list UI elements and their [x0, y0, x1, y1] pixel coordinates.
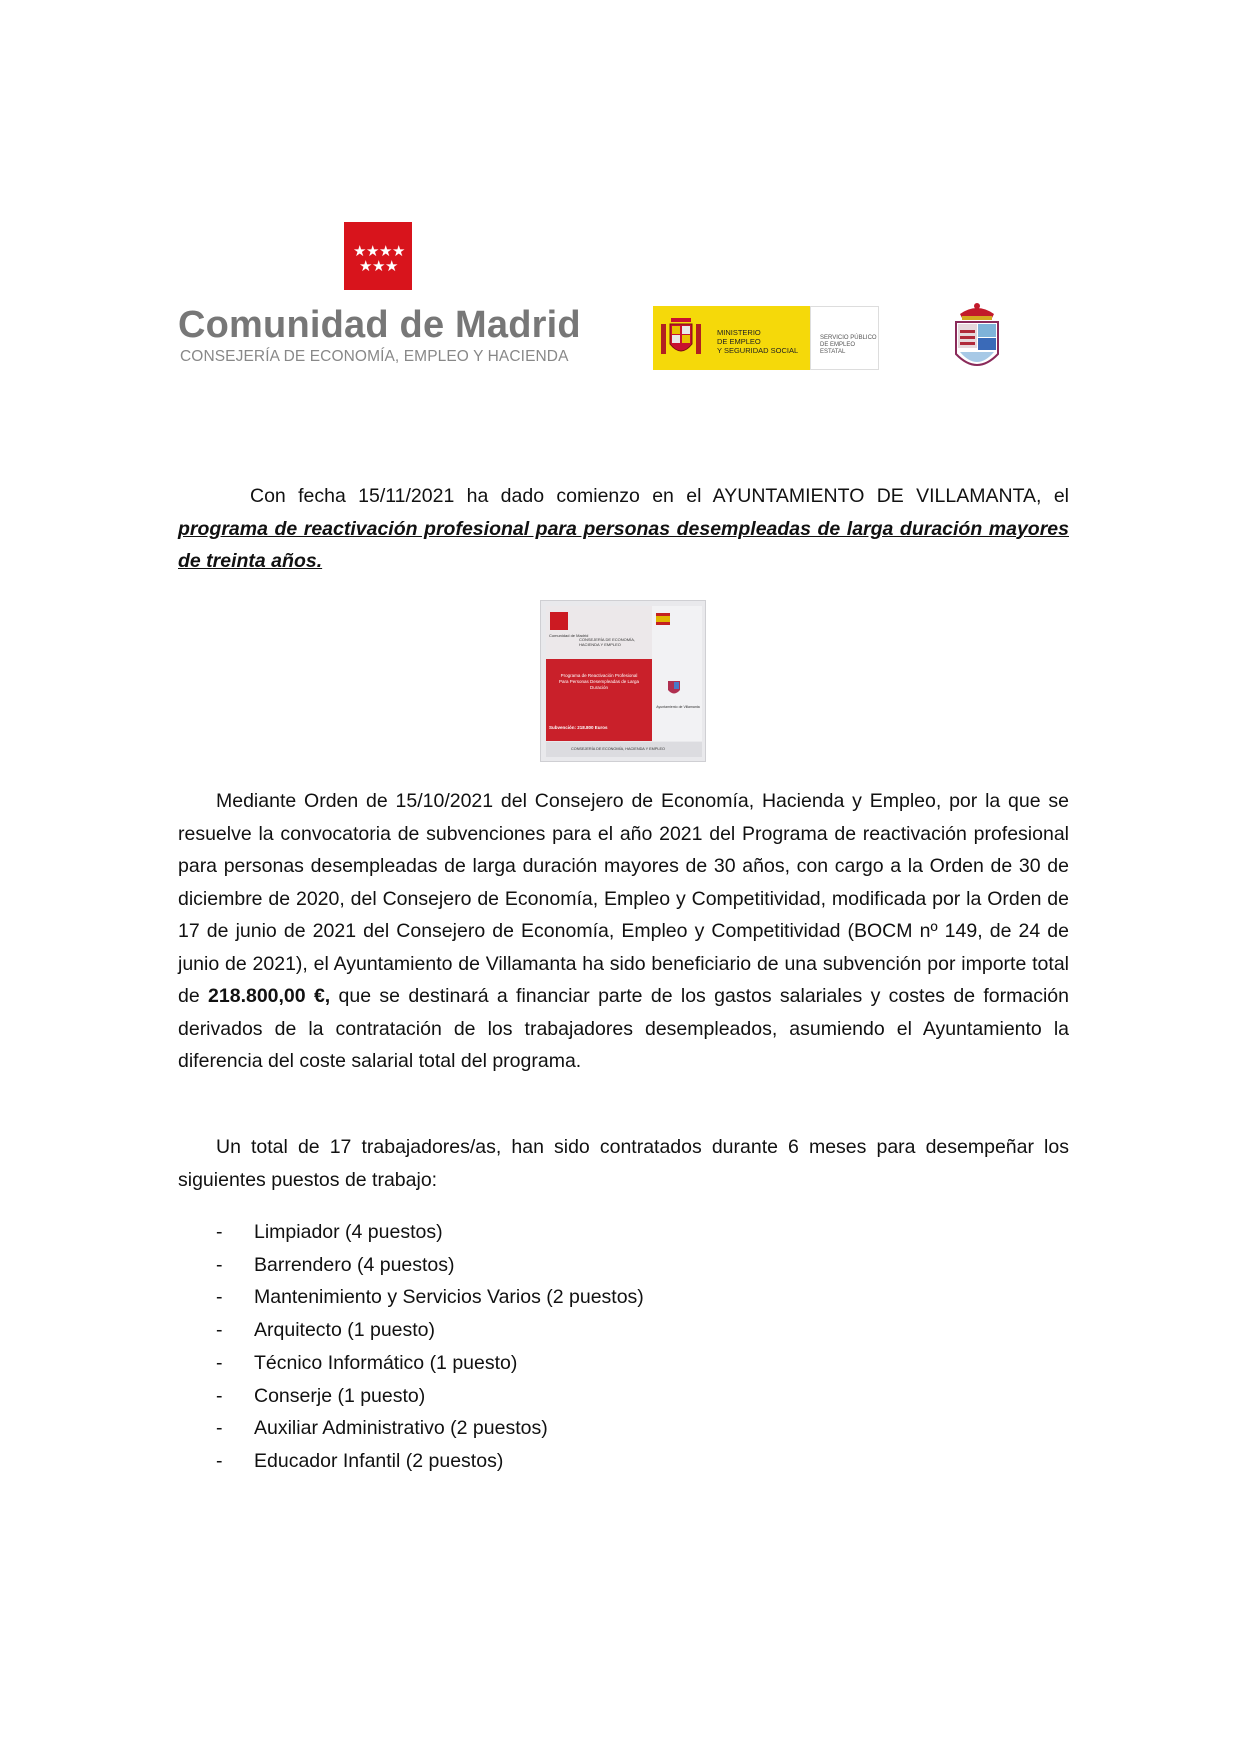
list-dash: -: [216, 1384, 223, 1407]
ministry-line3: Y SEGURIDAD SOCIAL: [717, 346, 799, 355]
sepe-logo-text: [820, 335, 878, 356]
grant-amount: 218.800,00 €,: [208, 985, 331, 1007]
list-item: [178, 1216, 644, 1249]
list-item: [178, 1314, 644, 1347]
program-name: programa de reactivación profesional para personas desempleadas de larga duración mayores de treinta años.: [178, 517, 1069, 572]
cm-logo-subtitle: CONSEJERÍA DE ECONOMÍA, EMPLEO Y HACIENDA: [180, 348, 569, 365]
plaque-spain-flag-icon: [656, 613, 670, 625]
list-dash: -: [216, 1449, 223, 1472]
sepe-line2: DE EMPLEO ESTATAL: [820, 342, 856, 355]
list-item: [178, 1445, 644, 1478]
list-dash: -: [216, 1253, 223, 1276]
ministry-line2: DE EMPLEO: [717, 337, 761, 346]
job-label: Barrendero (4 puestos): [254, 1253, 455, 1276]
plaque-coat-of-arms-icon: [667, 679, 681, 697]
job-label: Técnico Informático (1 puesto): [254, 1351, 518, 1374]
intro-text: Con fecha 15/11/2021 ha dado comienzo en el AYUNTAMIENTO DE VILLAMANTA, el: [250, 485, 1069, 507]
comunidad-de-madrid-logo: [178, 222, 581, 365]
plaque-madrid-logo: [550, 612, 568, 630]
madrid-stars-logo: ★ ★ ★ ★ ★ ★ ★: [344, 222, 412, 290]
list-dash: -: [216, 1221, 223, 1243]
sepe-panel: [810, 306, 879, 370]
intro-paragraph: [178, 480, 1069, 578]
grant-text: Mediante Orden de 15/10/2021 del Consejero de Economía, Hacienda y Empleo, por la que se resuelve la convocatoria de subvenciones para el año 2021 del Programa de reactivación profesional para personas desempleadas de larga duración mayores de 30 años, con cargo a la Orden de 30 de diciembre de 2020, del Consejero de Economía, Empleo y Competitividad, modificada por la Orden de 17 de junio de 2021 del Consejero de Economía, Empleo y Competitividad (BOCM nº 149, de 24 de junio de 2021), el Ayuntamiento de Villamanta ha sido beneficiario de una subvención por importe total de: [178, 790, 1069, 1007]
job-label: Auxiliar Administrativo (2 puestos): [254, 1417, 548, 1440]
list-item: [178, 1347, 644, 1380]
job-label: Educador Infantil (2 puestos): [254, 1449, 504, 1472]
program-plaque-photo: [540, 600, 706, 762]
list-dash: -: [216, 1351, 223, 1374]
job-label: Limpiador (4 puestos): [254, 1221, 443, 1243]
job-label: Arquitecto (1 puesto): [254, 1319, 436, 1342]
plaque-amount: Subvención: 218.800 Euros: [549, 725, 608, 730]
plaque-line3: Duración: [589, 685, 608, 690]
list-dash: -: [216, 1286, 223, 1309]
list-dash: -: [216, 1319, 223, 1342]
cm-logo-title: Comunidad de Madrid: [178, 304, 581, 346]
plaque-right-panel: [652, 606, 702, 741]
sepe-line1: SERVICIO PÚBLICO: [820, 335, 877, 341]
plaque-org-right: Ayuntamiento de Villamanta: [656, 705, 700, 709]
workers-paragraph: Un total de 17 trabajadores/as, han sido contratados durante 6 meses para desempeñar los siguientes puestos de trabajo:: [178, 1136, 1069, 1191]
plaque-org-dept: CONSEJERÍA DE ECONOMÍA, HACIENDA Y EMPLEO: [579, 637, 636, 647]
villamanta-coat-of-arms-icon: [948, 300, 1006, 378]
list-item: [178, 1249, 644, 1282]
list-item: [178, 1412, 644, 1445]
job-label: Conserje (1 puesto): [254, 1384, 426, 1407]
list-dash: -: [216, 1417, 223, 1440]
ministry-line1: MINISTERIO: [717, 328, 761, 337]
grant-paragraph: [178, 785, 1069, 1078]
jobs-list: [178, 1216, 644, 1478]
ministry-logo-text: [717, 328, 798, 355]
plaque-org-left: Comunidad de Madrid: [549, 633, 589, 638]
job-label: Mantenimiento y Servicios Varios (2 puestos): [254, 1286, 644, 1309]
plaque-line1: Programa de Reactivación Profesional: [560, 673, 638, 678]
grant-text-after: que se destinará a financiar parte de los gastos salariales y costes de formación derivados de la contratación de los trabajadores desempleados, asumiendo el Ayuntamiento la diferencia del coste salarial total del programa.: [178, 985, 1069, 1072]
list-item: [178, 1380, 644, 1413]
spain-coat-of-arms-icon: [659, 314, 703, 362]
list-item: [178, 1281, 644, 1314]
ministerio-empleo-logo: [653, 306, 879, 370]
plaque-footer: CONSEJERÍA DE ECONOMÍA, HACIENDA Y EMPLEO: [571, 747, 665, 751]
plaque-line2: Para Personas Desempleadas de Larga: [558, 679, 640, 684]
